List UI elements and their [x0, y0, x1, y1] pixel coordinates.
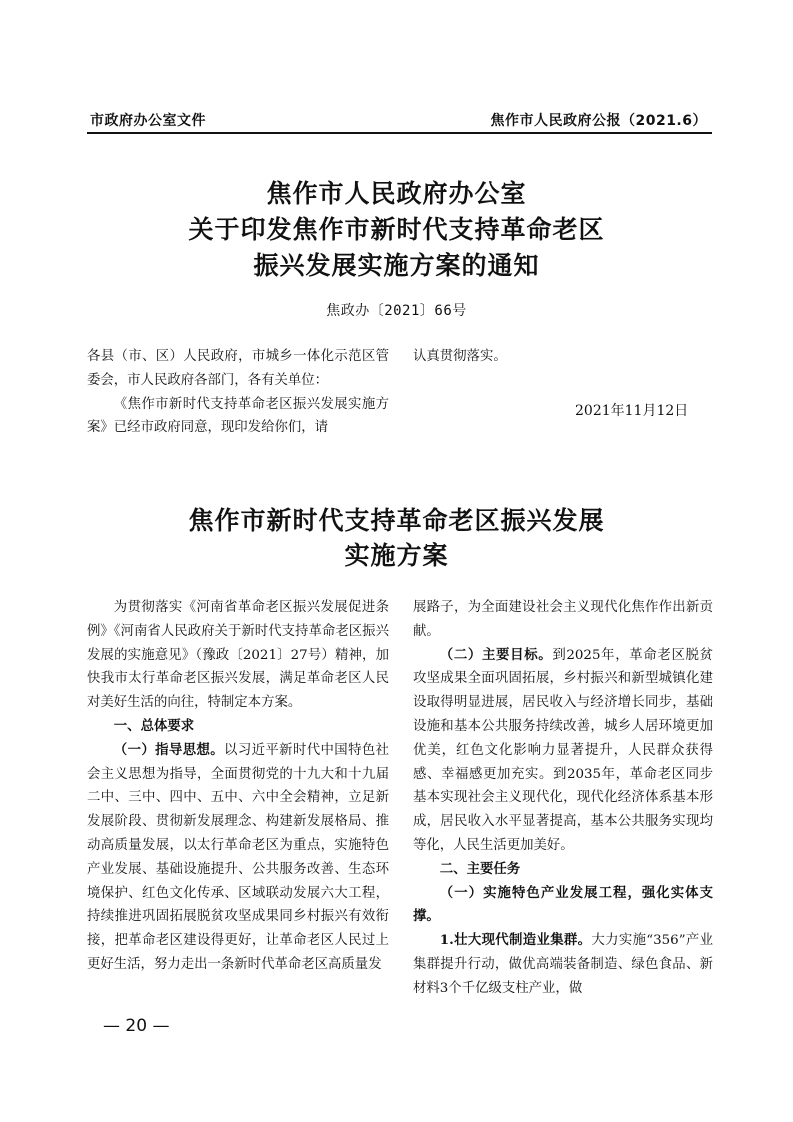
section-heading-2: 二、主要任务 [439, 861, 521, 877]
notice-title-line: 焦作市人民政府办公室 [266, 179, 527, 208]
task-heading-1: （一）实施特色产业发展工程，强化实体支撑。 [413, 884, 713, 925]
running-header-left: 市政府办公室文件 [90, 113, 206, 129]
notice-paragraph: 《焦作市新时代支持革命老区振兴发展实施方案》已经市政府同意，现印发给你们，请 [87, 396, 389, 436]
running-header-right: 焦作市人民政府公报（2021.6） [490, 113, 707, 129]
guiding-paragraph [87, 739, 389, 977]
item-paragraph-1 [413, 929, 713, 1000]
continuation-text: 展路子，为全面建设社会主义现代化焦作作出新贡献。 [413, 600, 713, 639]
notice-addressee: 各县（市、区）人民政府，市城乡一体化示范区管委会，市人民政府各部门，各有关单位： [87, 349, 389, 388]
plan-title [0, 503, 793, 573]
goals-label: （二）主要目标。 [439, 646, 553, 663]
guiding-label: （一）指导思想。 [113, 741, 225, 758]
notice-title-line: 振兴发展实施方案的通知 [253, 251, 540, 280]
page-number: — 20 — [103, 1016, 170, 1036]
notice-paragraph-end: 认真贯彻落实。 [413, 349, 507, 364]
plan-body-left [87, 596, 389, 977]
item-label-1: 1.壮大现代制造业集群。 [439, 932, 592, 949]
guiding-text: 以习近平新时代中国特色社会主义思想为指导，全面贯彻党的十九大和十九届二中、三中、四中、五中、六中全会精神，立足新发展阶段、贯彻新发展理念、构建新发展格局、推动高质量发展，以太行革命老区为重点，实施特色产业发展、基础设施提升、公共服务改善、生态环境保护、红色文化传承、区域联动发展六大工程，持续推进巩固拓展脱贫攻坚成果同乡村振兴有效衔接，把革命老区建设得更好，让革命老区人民过上更好生活，努力走出一条新时代革命老区高质量发 [87, 742, 390, 972]
goals-text: 到2025年，革命老区脱贫攻坚成果全面巩固拓展，乡村振兴和新型城镇化建设取得明显进展，居民收入与经济增长同步，基础设施和基本公共服务持续改善，城乡人居环境更加优美，红色文化影响力显著提升，人民群众获得感、幸福感更加充实。到2035年，革命老区同步基本实现社会主义现代化，现代化经济体系基本形成，居民收入水平显著提高，基本公共服务实现均等化，人民生活更加美好。 [413, 647, 714, 853]
plan-title-line: 焦作市新时代支持革命老区振兴发展 [188, 506, 605, 535]
document-number: 焦政办〔2021〕66号 [326, 303, 467, 319]
notice-title [0, 176, 793, 284]
goals-paragraph [413, 644, 713, 858]
notice-title-line: 关于印发焦作市新时代支持革命老区 [188, 215, 605, 244]
plan-body-right [413, 596, 713, 1001]
item-text-1: 大力实施“356”产业集群提升行动，做优高端装备制造、绿色食品、新材料3个千亿级支柱产业，做 [413, 933, 714, 996]
section-heading-1: 一、总体要求 [113, 718, 195, 734]
notice-body-left [87, 345, 389, 440]
plan-intro: 为贯彻落实《河南省革命老区振兴发展促进条例》《河南省人民政府关于新时代支持革命老区振兴发展的实施意见》（豫政〔2021〕27号）精神，加快我市太行革命老区振兴发展，满足革命老区人民对美好生活的向往，特制定本方案。 [87, 600, 389, 711]
plan-title-line: 实施方案 [344, 541, 449, 570]
notice-body-right [413, 345, 713, 369]
notice-date: 2021年11月12日 [575, 403, 689, 419]
header-rule [87, 132, 712, 134]
